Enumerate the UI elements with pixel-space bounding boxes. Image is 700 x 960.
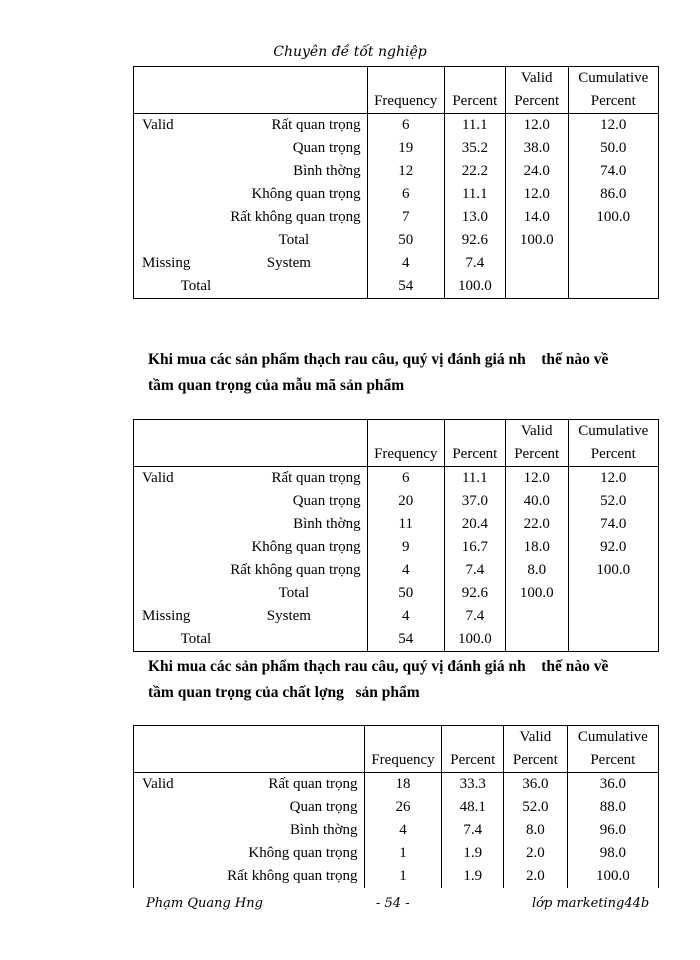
question-3-line-2: tầm quan trọng của chất lợng sản phẩm: [148, 684, 420, 701]
question-3: [148, 654, 658, 706]
cell-percent: 11.1: [444, 114, 505, 138]
table-row: [134, 114, 659, 138]
col-valid-bottom: Percent: [505, 443, 568, 467]
table-row: [134, 842, 659, 865]
cell-valid-percent: 2.0: [504, 842, 568, 865]
row-group-label: [134, 183, 212, 206]
cell-frequency: 12: [367, 160, 444, 183]
table-row: [134, 275, 659, 299]
cell-percent: 7.4: [444, 605, 505, 628]
cell-frequency: 19: [367, 137, 444, 160]
row-group-label: Missing: [134, 605, 212, 628]
row-group-label: [134, 513, 212, 536]
cell-cumulative-percent: 74.0: [568, 160, 658, 183]
col-cumulative-top: Cumulative: [567, 726, 658, 750]
cell-cumulative-percent: 52.0: [568, 490, 658, 513]
cell-cumulative-percent: [568, 628, 658, 652]
row-category-label: Bình thờng: [290, 822, 358, 838]
row-category-label: [211, 628, 367, 652]
cell-frequency: 50: [367, 582, 444, 605]
table-row: [134, 137, 659, 160]
row-group-label: [134, 160, 212, 183]
cell-cumulative-percent: [568, 275, 658, 299]
col-cumulative-bottom: Percent: [568, 443, 658, 467]
cell-percent: 16.7: [444, 536, 505, 559]
row-category-label: Rất không quan trọng: [227, 868, 358, 884]
cell-percent: 7.4: [444, 559, 505, 582]
cell-percent: 100.0: [444, 628, 505, 652]
cell-percent: 7.4: [444, 252, 505, 275]
cell-frequency: 26: [364, 796, 442, 819]
table-row: [134, 796, 659, 819]
cell-cumulative-percent: 100.0: [567, 865, 658, 888]
cell-valid-percent: 40.0: [505, 490, 568, 513]
table-row: [134, 773, 659, 797]
table-row: [134, 229, 659, 252]
cell-frequency: 18: [364, 773, 442, 797]
row-group-label: Valid: [134, 773, 211, 797]
row-group-label: [134, 842, 211, 865]
row-category-label: Rất không quan trọng: [230, 209, 361, 225]
row-category-label: Rất quan trọng: [268, 776, 358, 792]
footer-class: lớp marketing44b: [532, 896, 650, 911]
question-2: [148, 347, 658, 399]
cell-percent: 33.3: [442, 773, 504, 797]
cell-valid-percent: 100.0: [505, 229, 568, 252]
cell-valid-percent: 100.0: [505, 582, 568, 605]
row-group-label: [134, 796, 211, 819]
table-row: [134, 183, 659, 206]
row-category-label: Quan trọng: [289, 799, 358, 815]
cell-cumulative-percent: 50.0: [568, 137, 658, 160]
cell-cumulative-percent: 88.0: [567, 796, 658, 819]
col-valid-bottom: Percent: [504, 749, 568, 773]
row-group-label: [134, 536, 212, 559]
table-row: [134, 490, 659, 513]
cell-frequency: 50: [367, 229, 444, 252]
cell-frequency: 4: [367, 252, 444, 275]
cell-frequency: 1: [364, 842, 442, 865]
cell-valid-percent: 12.0: [505, 467, 568, 491]
row-category-label: Không quan trọng: [251, 186, 361, 202]
row-category-label: System: [266, 608, 311, 624]
cell-percent: 92.6: [444, 582, 505, 605]
cell-valid-percent: [505, 252, 568, 275]
col-frequency: Frequency: [367, 90, 444, 114]
col-frequency: Frequency: [367, 443, 444, 467]
row-group-label: Valid: [134, 467, 212, 491]
cell-frequency: 4: [367, 559, 444, 582]
row-category-label: Quan trọng: [292, 140, 361, 156]
cell-percent: 7.4: [442, 819, 504, 842]
table-row: [134, 513, 659, 536]
cell-frequency: 6: [367, 114, 444, 138]
row-category-label: Không quan trọng: [248, 845, 358, 861]
cell-percent: 11.1: [444, 183, 505, 206]
row-group-label: [134, 229, 212, 252]
row-group-label: [134, 819, 211, 842]
cell-cumulative-percent: 36.0: [567, 773, 658, 797]
cell-valid-percent: [505, 605, 568, 628]
frequency-table-1: [133, 66, 659, 299]
row-category-label: [211, 275, 367, 299]
col-frequency: Frequency: [364, 749, 442, 773]
cell-percent: 22.2: [444, 160, 505, 183]
table-row: [134, 865, 659, 888]
cell-frequency: 11: [367, 513, 444, 536]
cell-frequency: 9: [367, 536, 444, 559]
table-row: [134, 628, 659, 652]
table-row: [134, 467, 659, 491]
question-2-line-2: tầm quan trọng của mẫu mã sản phẩm: [148, 377, 405, 394]
col-cumulative-bottom: Percent: [567, 749, 658, 773]
cell-valid-percent: 36.0: [504, 773, 568, 797]
col-cumulative-top: Cumulative: [568, 67, 658, 91]
row-category-label: Rất không quan trọng: [230, 562, 361, 578]
row-category-label: Total: [278, 585, 310, 601]
cell-valid-percent: 22.0: [505, 513, 568, 536]
row-category-label: Bình thờng: [293, 163, 361, 179]
cell-frequency: 7: [367, 206, 444, 229]
row-category-label: Rất quan trọng: [271, 470, 361, 486]
cell-valid-percent: 14.0: [505, 206, 568, 229]
row-group-label: [134, 490, 212, 513]
col-valid-top: Valid: [505, 67, 568, 91]
cell-frequency: 1: [364, 865, 442, 888]
row-group-label: [134, 865, 211, 888]
cell-frequency: 54: [367, 275, 444, 299]
cell-percent: 35.2: [444, 137, 505, 160]
cell-valid-percent: 8.0: [505, 559, 568, 582]
table-row: [134, 536, 659, 559]
cell-cumulative-percent: [568, 252, 658, 275]
row-group-label: [134, 206, 212, 229]
question-2-line-1: Khi mua các sản phẩm thạch rau câu, quý vị đánh giá nh thế nào về: [148, 351, 609, 368]
frequency-table-3: [133, 725, 659, 888]
row-group-label: [134, 582, 212, 605]
table-row: [134, 819, 659, 842]
cell-cumulative-percent: [568, 582, 658, 605]
cell-valid-percent: [505, 275, 568, 299]
cell-frequency: 6: [367, 183, 444, 206]
cell-valid-percent: 12.0: [505, 183, 568, 206]
cell-percent: 92.6: [444, 229, 505, 252]
cell-percent: 20.4: [444, 513, 505, 536]
cell-cumulative-percent: 100.0: [568, 206, 658, 229]
row-group-label: Valid: [134, 114, 212, 138]
cell-valid-percent: 18.0: [505, 536, 568, 559]
cell-cumulative-percent: 98.0: [567, 842, 658, 865]
col-cumulative-bottom: Percent: [568, 90, 658, 114]
row-category-label: Quan trọng: [292, 493, 361, 509]
frequency-table-2: [133, 419, 659, 652]
col-percent: Percent: [442, 749, 504, 773]
cell-valid-percent: 12.0: [505, 114, 568, 138]
col-valid-bottom: Percent: [505, 90, 568, 114]
table-row: [134, 160, 659, 183]
cell-frequency: 4: [364, 819, 442, 842]
footer-page-number: - 54 -: [376, 896, 410, 911]
cell-valid-percent: 24.0: [505, 160, 568, 183]
cell-cumulative-percent: 12.0: [568, 114, 658, 138]
row-category-label: Rất quan trọng: [271, 117, 361, 133]
footer-author: Phạm Quang Hng: [146, 896, 263, 911]
cell-valid-percent: 52.0: [504, 796, 568, 819]
cell-percent: 1.9: [442, 842, 504, 865]
cell-percent: 13.0: [444, 206, 505, 229]
row-category-label: Không quan trọng: [251, 539, 361, 555]
cell-cumulative-percent: [568, 605, 658, 628]
cell-percent: 1.9: [442, 865, 504, 888]
cell-valid-percent: 8.0: [504, 819, 568, 842]
col-percent: Percent: [444, 443, 505, 467]
table-row: [134, 206, 659, 229]
cell-cumulative-percent: 12.0: [568, 467, 658, 491]
cell-valid-percent: 38.0: [505, 137, 568, 160]
col-percent: Percent: [444, 90, 505, 114]
table-row: [134, 605, 659, 628]
col-valid-top: Valid: [504, 726, 568, 750]
cell-percent: 11.1: [444, 467, 505, 491]
row-group-label: Total: [134, 275, 212, 299]
row-group-label: [134, 137, 212, 160]
cell-valid-percent: [505, 628, 568, 652]
cell-frequency: 6: [367, 467, 444, 491]
row-group-label: Missing: [134, 252, 212, 275]
cell-cumulative-percent: 74.0: [568, 513, 658, 536]
row-category-label: System: [266, 255, 311, 271]
cell-frequency: 20: [367, 490, 444, 513]
cell-frequency: 54: [367, 628, 444, 652]
table-row: [134, 252, 659, 275]
question-3-line-1: Khi mua các sản phẩm thạch rau câu, quý vị đánh giá nh thế nào về: [148, 658, 609, 675]
row-group-label: Total: [134, 628, 212, 652]
cell-cumulative-percent: 92.0: [568, 536, 658, 559]
cell-percent: 100.0: [444, 275, 505, 299]
row-category-label: Bình thờng: [293, 516, 361, 532]
cell-cumulative-percent: [568, 229, 658, 252]
cell-valid-percent: 2.0: [504, 865, 568, 888]
cell-percent: 48.1: [442, 796, 504, 819]
cell-frequency: 4: [367, 605, 444, 628]
row-category-label: Total: [278, 232, 310, 248]
table-row: [134, 559, 659, 582]
cell-cumulative-percent: 86.0: [568, 183, 658, 206]
cell-cumulative-percent: 96.0: [567, 819, 658, 842]
row-group-label: [134, 559, 212, 582]
col-valid-top: Valid: [505, 420, 568, 444]
page-header: Chuyên đề tốt nghiệp: [273, 44, 427, 60]
cell-percent: 37.0: [444, 490, 505, 513]
table-row: [134, 582, 659, 605]
col-cumulative-top: Cumulative: [568, 420, 658, 444]
cell-cumulative-percent: 100.0: [568, 559, 658, 582]
